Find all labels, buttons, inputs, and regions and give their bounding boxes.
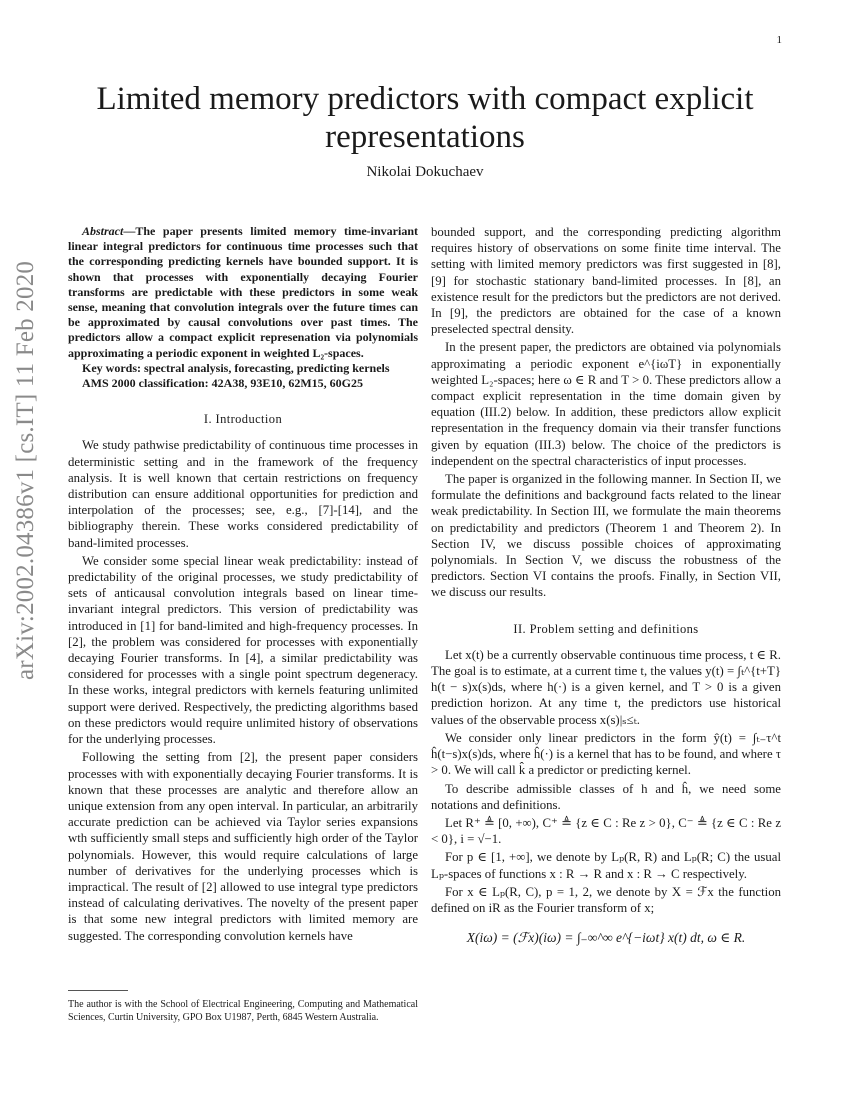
- abstract-label: Abstract: [82, 224, 124, 238]
- problem-paragraph: Let R⁺ ≜ [0, +∞), C⁺ ≜ {z ∈ C : Re z > 0}, C⁻ ≜ {z ∈ C : Re z < 0}, i = √−1.: [431, 815, 781, 847]
- intro-paragraph: The paper is organized in the following manner. In Section II, we formulate the definitions and background facts related to the linear weak predictability. In Section III, we formulate the main theorems on predictability and predictors (Theorem 1 and Theorem 2). In Section IV, we discuss possible choices of approximating polynomials. In Section V, we discuss the robustness of the predictors. Section VI contains the proofs. Finally, in Section VII, we discuss our results.: [431, 472, 781, 600]
- ams-classification: AMS 2000 classification: 42A38, 93E10, 62M15, 60G25: [82, 376, 363, 391]
- right-column: [431, 224, 781, 960]
- arxiv-identifier: arXiv:2002.04386v1 [cs.IT] 11 Feb 2020: [12, 260, 39, 680]
- problem-paragraph: For x ∈ Lₚ(R, C), p = 1, 2, we denote by X = ℱx the function defined on iR as the Fourier transform of x;: [431, 884, 781, 915]
- left-column: [68, 224, 418, 946]
- problem-paragraph: Let x(t) be a currently observable continuous time process, t ∈ R. The goal is to estimate, at a current time t, the values y(t) = ∫ₜ^{t+T} h(t − s)x(s)ds, where h(·) is a given kernel, and T > 0 is a given prediction horizon. At any time t, the predictors use historical values of the observable process x(s)|ₛ≤ₜ.: [431, 647, 781, 727]
- author-name: Nikolai Dokuchaev: [366, 164, 484, 180]
- keywords: Key words: spectral analysis, forecasting, predicting kernels: [82, 360, 390, 375]
- section-heading-introduction: I. Introduction: [203, 412, 283, 427]
- paper-title: Limited memory predictors with compact explicit representations: [96, 81, 754, 155]
- intro-paragraph: We consider some special linear weak predictability: instead of predictability of the original processes, we study predictability of sets of anticausal convolution integrals based on linear time-invariant integral predictors. This version of predictability was introduced in [1] for band-limited and high-frequency processes. In [2], the problem was considered for processes with exponentially decaying Fourier transforms. In [4], a similar predictability was considered for processes with a single point spectrum degeneracy. In these works, integral predictors with kernels featuring unlimited support were derived. Respectively, the predicting algorithms based on these predictors would require unlimited history of observations for the underlying processes.: [68, 553, 418, 747]
- intro-paragraph: bounded support, and the corresponding predicting algorithm requires history of observations on some finite time interval. The setting with limited memory predictors was first suggested in [8], [9] for stochastic stationary band-limited processes. In [8], an existence result for the predictors but the predictors are not derived. In [9], the predictors are obtained for the case of a known preselected spectral density.: [431, 225, 781, 337]
- problem-paragraph: To describe admissible classes of h and ĥ, we need some notations and definitions.: [431, 781, 781, 812]
- fourier-transform-equation: X(iω) = (ℱx)(iω) = ∫₋∞^∞ e^{−iωt} x(t) dt, ω ∈ R.: [466, 930, 746, 946]
- abstract: [68, 224, 418, 391]
- problem-paragraph: For p ∈ [1, +∞], we denote by Lₚ(R, R) and Lₚ(R; C) the usual Lₚ-spaces of functions x : R → R and x : R → C respectively.: [431, 850, 781, 881]
- footnote-rule: [68, 990, 128, 991]
- intro-paragraph: In the present paper, the predictors are obtained via polynomials approximating a periodic exponent e^{iωT} in exponentially weighted L₂-spaces; here ω ∈ R and T > 0. These predictors allow a compact explicit representation in the time domain given by equation (III.2) below. In addition, these predictors allow explicit representation in the frequency domain via their transfer functions given by equation (III.3) below. The choice of the predictors is independent on the spectral characteristics of input processes.: [431, 340, 781, 468]
- abstract-text: —The paper presents limited memory time-invariant linear integral predictors for continuous time processes such that the corresponding predicting kernels have bounded support. It is shown that processes with exponentially decaying Fourier transforms are predictable with these predictors in some weak sense, meaning that convolution integrals over the future times can be approximated by causal convolutions over past times. The predictors allow a compact explicit represenation via polynomials approximating a periodic exponent in weighted L₂-spaces.: [68, 224, 418, 360]
- problem-paragraph: We consider only linear predictors in the form ŷ(t) = ∫ₜ₋τ^t ĥ(t−s)x(s)ds, where ĥ(·) is a kernel that has to be found, and where τ > 0. We will call k̂ a predictor or predicting kernel.: [431, 730, 781, 778]
- intro-paragraph: Following the setting from [2], the present paper considers processes with with exponentially decaying Fourier transforms. It is known that these processes are analytic and therefore allow an unique extension from any open interval. In particular, an arbitrarily accurate prediction can be achieved via Taylor series expansions wth sufficiently small steps and sufficiently high order of the Taylor polynomials. However, this would require calculations of large number of derivatives for the underlying processes which is impractical. The result of [2] allowed to use integral type predictors instead of calculating derivatives. The novelty of the present paper is that some new integral predictors with limited memory are suggested. The corresponding convolution kernels have: [68, 750, 418, 943]
- author-affiliation-footnote: The author is with the School of Electrical Engineering, Computing and Mathematical Sciences, Curtin University, GPO Box U1987, Perth, 6845 Western Australia.: [68, 999, 418, 1023]
- intro-paragraph: We study pathwise predictability of continuous time processes in deterministic setting and in the framework of the frequency analysis. It is well known that certain restrictions on frequency distribution can ensure additional opportunities for prediction and interpolation of the processes; see, e.g., [7]-[14], and the bibliography therein. These works considered predictability of band-limited processes.: [68, 438, 418, 550]
- section-heading-problem-setting: II. Problem setting and definitions: [513, 621, 699, 636]
- page-number: 1: [776, 34, 782, 46]
